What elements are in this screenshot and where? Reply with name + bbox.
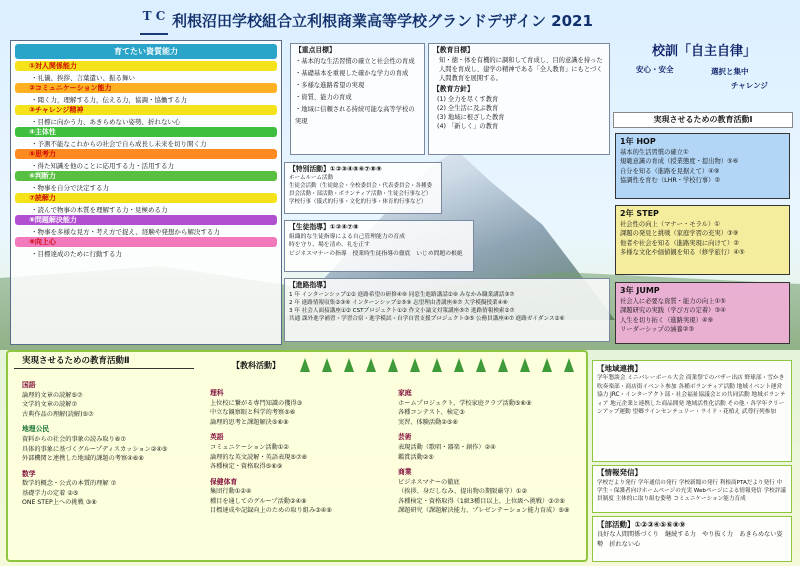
- ability-caption: ⑤思考力: [15, 149, 277, 159]
- info-text: 学校だより発行 学年通信の発行 学校新聞の発行 利根商PTAだより発行 中学生・保護者向けホームページの充実 Webページによる情報発信 学校評議員制度 主体的に取り組む姿勢 コミュニケーション能力育成: [597, 479, 786, 503]
- ability-description: ・礼儀、挨拶、言葉遣い、振る舞い: [31, 74, 135, 82]
- list-item: 時を守り、場を清め、礼を正す: [289, 242, 370, 249]
- list-item: (1) 全力を尽くす教育: [437, 96, 499, 104]
- ability-description: ・目標に向かう力、あきらめない姿勢、折れない心: [31, 118, 181, 126]
- motto-sub-2: 選択と集中: [711, 67, 749, 76]
- list-item: 生徒会活動（生徒総会・全校委員会・代表委員会・各種委員会活動・部活動・ボランティア活動・生徒会行事など）: [289, 182, 433, 197]
- list-item: 多様な文化や価値観を知る（修学旅行）④⑤: [620, 249, 745, 257]
- education-goals-text: 知・徳・体を有機的に調和して育成し、目的意識を持った人間を育成し、建学の精神である「全人教育」にもとづく人間教育を展開する。: [439, 56, 603, 83]
- ability-description: ・読んで物事の本質を理解する力・見極める力: [31, 206, 168, 214]
- career-list: [289, 291, 605, 323]
- ability-caption: ⑦読解力: [15, 193, 277, 203]
- regional-heading: 【地域連携】: [597, 364, 642, 373]
- motto-sub-3: チャレンジ: [731, 81, 768, 90]
- subject-item: 上位校に繋がる専門知識の獲得③: [210, 399, 303, 407]
- year-3-list: [620, 297, 785, 335]
- list-item: (2) 全生活に及ぶ教育: [437, 105, 499, 113]
- subject-item: 論理的な英文読解・英語表現⑤⑦⑧: [210, 453, 308, 461]
- list-item: ・多様な進路希望の実現: [295, 81, 365, 89]
- subject-item: 論理的思考と課題解決⑤⑥⑧: [210, 418, 289, 426]
- list-item: 学校行事（儀式的行事・文化的行事・体育的行事など）: [289, 198, 427, 205]
- tree-icon: [520, 358, 530, 372]
- subject-item: ONE STEP上への挑戦 ③⑧: [22, 499, 97, 507]
- ability-caption: ②コミュニケーション能力: [15, 83, 277, 93]
- list-item: 基本的生活習慣の確立①: [620, 149, 689, 156]
- abilities-panel: [10, 40, 282, 345]
- ability-caption: ①対人関係能力: [15, 61, 277, 71]
- subject-item: 各種検定・資格取得（1級3種目以上、上位級へ挑戦）③⑦⑨: [398, 497, 565, 505]
- subject-item: 各種コンテスト、検定③: [398, 409, 465, 417]
- info-heading: 【情報発信】: [597, 468, 642, 477]
- goals-heading: 【重点目標】: [295, 46, 336, 54]
- special-activities-box: [284, 162, 442, 214]
- subject-heading: 家庭: [398, 389, 412, 397]
- ability-description: ・物事を自分で決定する力: [31, 184, 109, 192]
- tree-icon: [542, 358, 552, 372]
- subjects-column-1: [22, 380, 212, 508]
- subject-item: 外部機関と連携した地域的課題の考察④⑥⑧: [22, 455, 144, 463]
- subject-item: 実習、体験活動②⑤⑧: [398, 418, 458, 426]
- subjects-column-3: [398, 388, 583, 516]
- subject-item: コミュニケーション活動①②: [210, 443, 289, 451]
- list-item: ・地域に信頼される持続可能な高等学校の実現: [295, 105, 415, 125]
- subject-item: 各種検定・資格取得⑤⑥⑨: [210, 463, 283, 471]
- list-item: 人生を切り拓く（進路実現）④⑨: [620, 316, 714, 324]
- subject-heading: 国語: [22, 381, 36, 389]
- list-item: ・資質、能力の育成: [295, 93, 352, 101]
- list-item: 3 年 社会人面接講座①② CSTプロジェクト①② 作文小論文対策講座⑤⑦ 進路情報検索②⑦: [289, 308, 515, 315]
- list-item: 社会性の向上（マナー・モラル）①: [620, 221, 720, 228]
- subject-item: 具体的事象に基づくグループディスカッション②④⑤: [22, 445, 168, 453]
- subject-heading: 理科: [210, 389, 224, 397]
- abilities-list: [15, 61, 277, 257]
- motto-sub-1: 安心・安全: [636, 65, 674, 74]
- year-2-box: [615, 205, 790, 275]
- ability-caption: ③チャレンジ精神: [15, 105, 277, 115]
- subjects-column-2: [210, 388, 390, 516]
- education-policy-list: [433, 95, 605, 132]
- club-text: 良好な人間関係づくり 継続する力 やり抜く力 あきらめない姿勢 折れない心: [597, 531, 783, 548]
- list-item: リーダーシップの涵養②③: [620, 326, 695, 334]
- list-item: ・基本的な生活習慣の確立と社会性の育成: [295, 57, 415, 65]
- subject-item: 集団行動①②④: [210, 488, 252, 496]
- year-3-box: [615, 282, 790, 344]
- ability-description: ・得た知識を他のことに応用する力・活用する力: [31, 162, 174, 170]
- motto-box: [616, 40, 792, 100]
- subject-heading: 芸術: [398, 433, 412, 442]
- tree-icon: [410, 358, 420, 372]
- subject-heading: 数学: [22, 469, 36, 478]
- career-box: [284, 278, 610, 342]
- tree-icon: [432, 358, 442, 372]
- tree-icon: [344, 358, 354, 372]
- year-2-title: 2年 STEP: [620, 209, 659, 218]
- subject-item: 論理的文章の読解⑤⑦: [22, 391, 83, 399]
- ability-description: ・目標達成のために行動する力: [31, 250, 122, 258]
- ability-caption: ⑧問題解決能力: [15, 215, 277, 225]
- subject-item: 基礎学力の定着 ②⑤: [22, 489, 79, 497]
- list-item: 1 年 インターンシップ①② 進路希望の研修④⑨ 同窓生進路講話②⑨ みなかみ職業講話③⑦: [289, 291, 515, 298]
- tree-icon: [498, 358, 508, 372]
- list-item: 共通 課外進学補習・学習合宿・進学模試・自学自習支援プロジェクト③⑤ 公務員講座④⑦ 進路ガイダンス②⑥: [289, 316, 565, 323]
- subject-item: 古典作品の理解(読解)⑤⑦: [22, 410, 94, 418]
- list-item: ビジネスマナーの指導 授業時生徒指導の徹底 いじめ問題の根絶: [289, 250, 463, 257]
- subject-item: 課題研究（課題解決能力、プレゼンテーション能力育成）⑤⑧: [398, 507, 570, 515]
- education-policy-heading: 【教育方針】: [433, 85, 474, 94]
- abilities-heading: 育てたい資質能力: [15, 44, 277, 59]
- activities-2-heading: 実現させるための教育活動Ⅱ: [14, 354, 194, 369]
- subject-item: 中立な観察眼と科学的考察⑤⑥: [210, 409, 296, 417]
- guidance-list: [289, 233, 469, 258]
- regional-text: 学年懇談会 ミニバレーボール大会 商業祭でのバザー出店 野球部・雪かき 吹奏楽部・商店街イベント参加 各種ボランティア活動 地域イベント運営協力 JRC・インターアクト部・社会福祉協議会との共同活動 地域ボランティア 地元企業と連携した商品開発 地域活性化活動 その他・各学年クリーンアップ運動 望郷ラインセンテュリー・ライド・花植え 武尊行列参加: [597, 375, 786, 416]
- list-item: (3) 地域に根ざした教育: [437, 114, 505, 122]
- list-item: 組織的な生徒指導による自己管理能力の育成: [289, 233, 405, 240]
- subject-heading: 英語: [210, 433, 224, 442]
- regional-box: [592, 360, 792, 462]
- tree-icon: [476, 358, 486, 372]
- education-goals-heading: 【教育目標】: [433, 46, 474, 54]
- year-1-title: 1年 HOP: [620, 137, 656, 146]
- motto-text: 校訓「自主自律」: [651, 44, 756, 59]
- club-box: [592, 516, 792, 562]
- year-1-box: [615, 133, 790, 199]
- ability-caption: ④主体性: [15, 127, 277, 137]
- subject-item: 表現活動（歌唱・器楽・創作）②④: [398, 443, 496, 451]
- subjects-heading: 【教科活動】: [232, 361, 280, 370]
- subject-item: 文学的文章の読解⑦: [22, 401, 78, 409]
- info-box: [592, 465, 792, 513]
- subject-item: 目標達成や記録向上のための取り組み③④⑨: [210, 507, 332, 515]
- list-item: 規範意識の育成（授業態度・提出物）⑤⑥: [620, 158, 739, 166]
- tree-icon: [322, 358, 332, 372]
- ability-caption: ⑥判断力: [15, 171, 277, 181]
- subject-heading: 保健体育: [210, 477, 238, 486]
- school-logo: T C: [140, 9, 168, 35]
- year-3-title: 3年 JUMP: [620, 286, 660, 295]
- goals-box: [290, 43, 425, 155]
- subject-item: 鑑賞活動②⑤: [398, 453, 434, 461]
- club-heading: 【部活動】①②③④⑤⑥⑧⑨: [597, 520, 686, 529]
- list-item: 協調性を育む（LHR・学校行事）②: [620, 177, 721, 185]
- subject-heading: 地理公民: [22, 425, 50, 434]
- subject-item: ビジネスマナーの徹底: [398, 478, 460, 486]
- subject-item: ホームプロジェクト、学校家庭クラブ活動⑤⑥⑧: [398, 399, 532, 407]
- career-heading: 【進路指導】: [289, 281, 330, 289]
- list-item: (4) 「新しく」の教育: [437, 123, 499, 131]
- tree-icon: [564, 358, 574, 372]
- subject-item: （挨拶、身だしなみ、提出物の期限厳守）①②: [398, 488, 528, 496]
- special-activities-list: [289, 175, 437, 207]
- subject-item: 数学的概念・公式の本質的理解 ⑦: [22, 480, 117, 488]
- list-item: ・基礎基本を重視した確かな学力の育成: [295, 69, 409, 77]
- list-item: 2 年 進路情報収集②③⑥ インターンシップ①⑤⑨ 志望理由書講座⑥⑦ 大学模擬授業④⑧: [289, 299, 508, 306]
- tree-icon: [388, 358, 398, 372]
- education-goals-box: [428, 43, 610, 155]
- guidance-box: [284, 220, 474, 272]
- page-title: 利根沼田学校組合立利根商業高等学校グランドデザイン 2021: [172, 12, 593, 30]
- ability-caption: ⑨向上心: [15, 237, 277, 247]
- list-item: ホームルーム活動: [289, 174, 334, 181]
- subject-item: 資料からの社会的事象の読み取り⑥⑦: [22, 435, 126, 443]
- list-item: 自分を知る（進路を見据えて）④⑨: [620, 167, 720, 175]
- guidance-heading: 【生徒指導】①②④⑦⑧: [289, 223, 359, 231]
- list-item: 他者や社会を知る（進路実現に向けて）②: [620, 239, 739, 247]
- tree-icon: [366, 358, 376, 372]
- list-item: 課題研究の実践（学び方の定着）③④: [620, 307, 726, 315]
- ability-description: ・予測不能なこれからの社会で自ら成長し未来を切り開く力: [31, 140, 207, 148]
- list-item: 社会人に必要な資質・能力の向上①⑤: [620, 298, 726, 305]
- ability-description: ・聞く力，理解する力，伝える力，協調・協働する力: [31, 96, 187, 104]
- year-1-list: [620, 148, 785, 186]
- ability-description: ・物事を多様な見方・考え方で捉え、経験や発想から解決する力: [31, 228, 220, 236]
- special-activities-heading: 【特別活動】①②③④⑤⑥⑦⑧⑨: [289, 165, 382, 173]
- list-item: 課題の発見と挑戦（家庭学習の充実）③⑨: [620, 230, 739, 238]
- activities-1-heading: 実現させるための教育活動Ⅰ: [613, 112, 793, 128]
- year-2-list: [620, 220, 785, 258]
- subject-item: 種目を通してのグループ活動②④⑧: [210, 497, 307, 505]
- tree-icon: [300, 358, 310, 372]
- tree-icon: [454, 358, 464, 372]
- goals-list: [295, 56, 420, 128]
- subject-heading: 商業: [398, 468, 412, 477]
